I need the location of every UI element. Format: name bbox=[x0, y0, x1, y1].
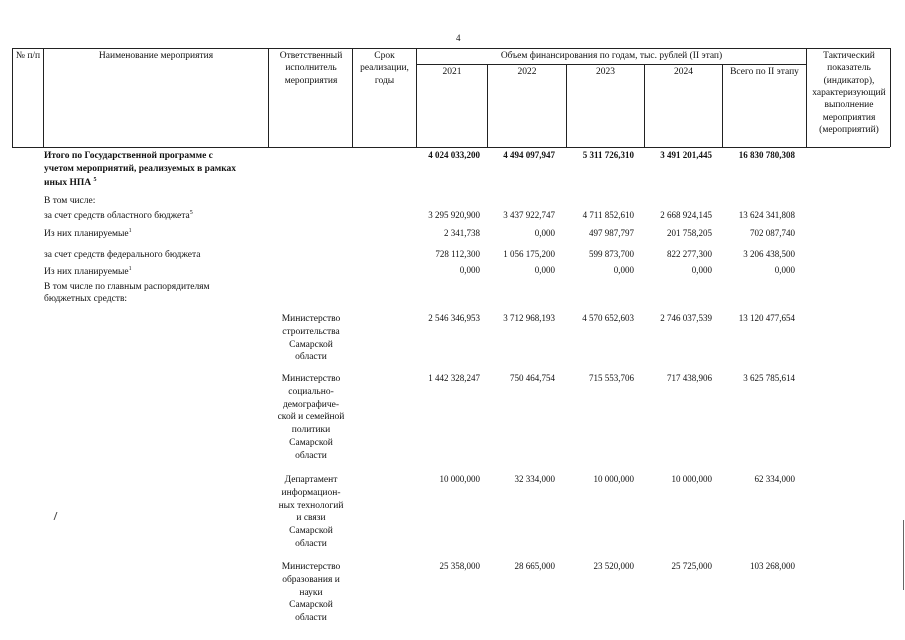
row-label: Из них планируемые$^1$ bbox=[44, 227, 132, 239]
manager-value: 13 120 477,654 bbox=[738, 313, 795, 323]
row-value: 13 624 341,808 bbox=[738, 210, 795, 220]
col-border bbox=[416, 48, 417, 147]
total-all: 16 830 780,308 bbox=[738, 150, 795, 160]
row-value: 3 295 920,900 bbox=[428, 210, 480, 220]
row-label: за счет средств федерального бюджета bbox=[44, 250, 201, 260]
scan-mark bbox=[54, 512, 64, 520]
manager-name: Министерство строительства Самарской области bbox=[281, 314, 341, 363]
manager-value: 25 725,000 bbox=[671, 561, 712, 571]
manager-name: Департамент информацион- ных технологий и связи Самарской области bbox=[278, 475, 344, 550]
row-value: 3 206 438,500 bbox=[743, 249, 795, 259]
row-value: 0,000 bbox=[691, 265, 712, 275]
row-value: 0,000 bbox=[534, 265, 555, 275]
manager-value: 750 464,754 bbox=[510, 373, 555, 383]
total-2024: 3 491 201,445 bbox=[660, 150, 712, 160]
total-2023: 5 311 726,310 bbox=[582, 150, 634, 160]
table-top-border bbox=[12, 48, 890, 49]
row-value: 0,000 bbox=[774, 265, 795, 275]
manager-value: 23 520,000 bbox=[593, 561, 634, 571]
header-funding: Объем финансирования по годам, тыс. рублей (II этап) bbox=[500, 51, 723, 61]
header-year-2021: 2021 bbox=[442, 67, 462, 77]
manager-value: 2 546 346,953 bbox=[428, 313, 480, 323]
header-total-stage: Всего по II этапу bbox=[730, 67, 799, 77]
total-label-text: Итого по Государственной программе с учетом мероприятий, реализуемых в рамках иных НПА bbox=[44, 151, 237, 188]
total-2021: 4 024 033,200 bbox=[428, 150, 480, 160]
row-value: 201 758,205 bbox=[667, 228, 712, 238]
header-year-2022: 2022 bbox=[517, 67, 537, 77]
col-border bbox=[43, 48, 44, 147]
header-indicator: Тактический показатель (индикатор), характеризующий выполнение мероприятия (мероприятий) bbox=[812, 51, 886, 136]
manager-value: 3 712 968,193 bbox=[503, 313, 555, 323]
row-value: 3 437 922,747 bbox=[503, 210, 555, 220]
total-label bbox=[44, 150, 244, 190]
row-value: 1 056 175,200 bbox=[503, 249, 555, 259]
total-footnote: 5 bbox=[93, 176, 97, 183]
header-year-2023: 2023 bbox=[596, 67, 615, 77]
row-label: за счет средств областного бюджета$^5$ bbox=[44, 209, 193, 221]
row-value: 822 277,300 bbox=[667, 249, 712, 259]
row-label: Из них планируемые$^1$ bbox=[44, 265, 132, 277]
header-name: Наименование мероприятия bbox=[98, 51, 214, 61]
row-value: 0,000 bbox=[459, 265, 480, 275]
col-border bbox=[890, 48, 891, 147]
table-header-bottom-border bbox=[12, 147, 890, 148]
manager-value: 25 358,000 bbox=[439, 561, 480, 571]
manager-value: 4 570 652,603 bbox=[582, 313, 634, 323]
manager-value: 28 665,000 bbox=[514, 561, 555, 571]
manager-name: Министерство образования и науки Самарской области bbox=[281, 562, 341, 624]
header-responsible: Ответственный исполнитель мероприятия bbox=[279, 51, 343, 86]
row-value: 4 711 852,610 bbox=[582, 210, 634, 220]
total-2022: 4 494 097,947 bbox=[503, 150, 555, 160]
manager-value: 715 553,706 bbox=[589, 373, 634, 383]
manager-value: 103 268,000 bbox=[750, 561, 795, 571]
row-value: 2 668 924,145 bbox=[660, 210, 712, 220]
manager-value: 10 000,000 bbox=[593, 474, 634, 484]
row-value: 0,000 bbox=[613, 265, 634, 275]
manager-value: 1 442 328,247 bbox=[428, 373, 480, 383]
row-value: 497 987,797 bbox=[589, 228, 634, 238]
header-period: Срок реализации, годы bbox=[360, 51, 409, 86]
row-value: 702 087,740 bbox=[750, 228, 795, 238]
manager-value: 717 438,906 bbox=[667, 373, 712, 383]
row-value: 0,000 bbox=[534, 228, 555, 238]
manager-value: 32 334,000 bbox=[514, 474, 555, 484]
col-border bbox=[12, 48, 13, 147]
col-border bbox=[806, 48, 807, 147]
scan-edge bbox=[903, 520, 904, 590]
by-managers-label: В том числе по главным распорядителям бюджетных средств: bbox=[44, 282, 210, 305]
including-label: В том числе: bbox=[44, 196, 96, 206]
manager-name: Министерство социально- демографиче- ской и семейной политики Самарской области bbox=[277, 374, 345, 461]
page-number: 4 bbox=[456, 33, 461, 43]
header-year-2024: 2024 bbox=[674, 67, 693, 77]
manager-value: 2 746 037,539 bbox=[660, 313, 712, 323]
manager-value: 62 334,000 bbox=[754, 474, 795, 484]
row-value: 728 112,300 bbox=[435, 249, 480, 259]
funding-sub-border bbox=[416, 64, 806, 65]
row-value: 599 873,700 bbox=[589, 249, 634, 259]
manager-value: 3 625 785,614 bbox=[743, 373, 795, 383]
row-value: 2 341,738 bbox=[444, 228, 480, 238]
manager-value: 10 000,000 bbox=[439, 474, 480, 484]
manager-value: 10 000,000 bbox=[671, 474, 712, 484]
header-num: № п/п bbox=[15, 51, 41, 61]
col-border bbox=[268, 48, 269, 147]
